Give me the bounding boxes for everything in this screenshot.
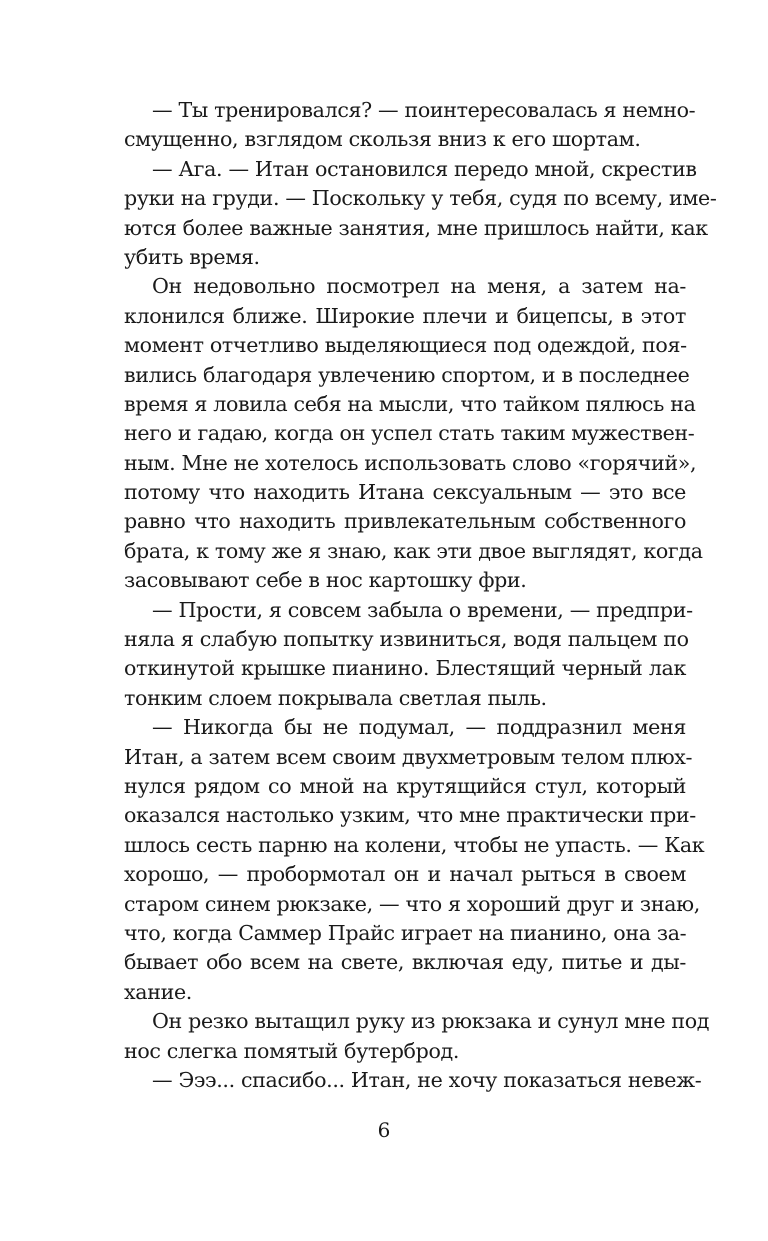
paragraph (124, 713, 705, 1007)
text-line: старом синем рюкзаке, — что я хороший друг и знаю, (124, 891, 700, 916)
text-line: хание. (124, 979, 192, 1004)
paragraph (124, 155, 717, 273)
text-line: смущенно, взглядом скользя вниз к его шортам. (124, 127, 641, 152)
paragraph (124, 272, 703, 595)
text-line: — Ага. — Итан остановился передо мной, скрестив (152, 156, 697, 181)
text-line: хорошо, — пробормотал он и начал рыться в своем (124, 862, 686, 887)
text-line: него и гадаю, когда он успел стать таким мужествен- (124, 421, 695, 446)
text-line: оказался настолько узким, что мне практически при- (124, 803, 696, 828)
text-line: засовывают себе в нос картошку фри. (124, 568, 527, 593)
text-line: равно что находить привлекательным собственного (124, 509, 686, 534)
text-line: шлось сесть парню на колени, чтобы не упасть. — Как (124, 832, 705, 857)
paragraph (124, 596, 693, 714)
text-line: время я ловила себя на мысли, что тайком пялюсь на (124, 391, 696, 416)
text-line: Он недовольно посмотрел на меня, а затем на- (152, 274, 686, 299)
text-line: тонким слоем покрывала светлая пыль. (124, 685, 547, 710)
text-line: — Никогда бы не подумал, — поддразнил меня (152, 715, 686, 740)
text-line: руки на груди. — Поскольку у тебя, судя по всему, име- (124, 186, 717, 211)
text-line: брата, к тому же я знаю, как эти двое выглядят, когда (124, 538, 703, 563)
paragraph (124, 1066, 702, 1095)
text-line: нос слегка помятый бутерброд. (124, 1038, 460, 1063)
paragraph (124, 1007, 710, 1066)
paragraph (124, 96, 696, 155)
text-line: нулся рядом со мной на крутящийся стул, который (124, 773, 686, 798)
text-line: — Эээ... спасибо... Итан, не хочу показаться невеж- (152, 1067, 702, 1092)
text-line: ются более важные занятия, мне пришлось найти, как (124, 215, 708, 240)
text-line: потому что находить Итана сексуальным — это все (124, 480, 686, 505)
text-line: убить время. (124, 244, 260, 269)
page-body (124, 96, 717, 1095)
text-line: что, когда Саммер Прайс играет на пианино, она за- (124, 920, 687, 945)
text-line: откинутой крышке пианино. Блестящий черный лак (124, 656, 686, 681)
page-number: 6 (377, 1118, 391, 1142)
text-line: няла я слабую попытку извиниться, водя пальцем по (124, 627, 689, 652)
text-line: Итан, а затем всем своим двухметровым телом плюх- (124, 744, 693, 769)
text-line: момент отчетливо выделяющиеся под одеждой, поя- (124, 333, 687, 358)
text-line: — Прости, я совсем забыла о времени, — предпри- (152, 597, 693, 622)
text-line: бывает обо всем на свете, включая еду, питье и ды- (124, 950, 686, 975)
text-line: — Ты тренировался? — поинтересовалась я немно- (152, 98, 696, 122)
text-line: клонился ближе. Широкие плечи и бицепсы, в этот (124, 303, 686, 328)
text-line: вились благодаря увлечению спортом, и в последнее (124, 362, 690, 387)
text-line: Он резко вытащил руку из рюкзака и сунул мне под (152, 1009, 710, 1034)
text-line: ным. Мне не хотелось использовать слово «горячий», (124, 450, 697, 475)
